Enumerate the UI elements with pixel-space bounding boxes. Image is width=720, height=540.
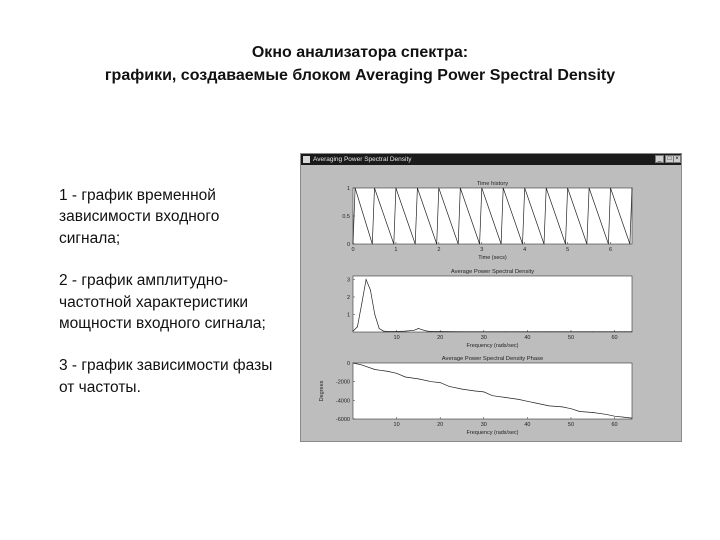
plot-point	[632, 188, 633, 189]
plot-xtick-label: 20	[437, 335, 444, 341]
plot-point	[361, 304, 362, 305]
plot-xlabel-1: Time (secs)	[478, 255, 507, 261]
plot-point	[562, 407, 563, 408]
plot-title-1: Time history	[476, 181, 509, 187]
plot-point	[370, 290, 371, 291]
spectrum-analyzer-window	[300, 153, 682, 442]
plot-point	[462, 389, 463, 390]
window-titlebar[interactable]	[301, 154, 681, 165]
plot-point	[374, 188, 375, 189]
plot-point	[475, 391, 476, 392]
app-icon	[303, 156, 310, 163]
plot-ytick-label: -2000	[335, 379, 350, 386]
plot-point	[483, 392, 484, 393]
plot-point	[379, 328, 380, 329]
plot-ytick-label: 1	[346, 312, 350, 319]
plot-point	[366, 279, 367, 280]
plot-point	[571, 408, 572, 409]
plot-point	[427, 331, 428, 332]
close-button[interactable]: ×	[673, 155, 681, 163]
slide-title-line2: графики, создаваемые блоком Averaging Power Spectral Density	[104, 67, 616, 84]
plot-ytick-label: -6000	[335, 417, 350, 423]
description-item-1: 1 - график временной зависимости входного сигнала;	[59, 187, 220, 247]
plot-xtick-label: 60	[611, 335, 618, 341]
plot-point	[630, 244, 631, 245]
plot-point	[605, 414, 606, 415]
plot-point	[610, 188, 611, 189]
plot-point	[549, 406, 550, 407]
plot-point	[353, 244, 354, 245]
plot-point	[414, 330, 415, 331]
plot-point	[396, 373, 397, 374]
plot-xtick-label: 50	[567, 422, 575, 428]
plot-point	[587, 244, 588, 245]
plot-point	[565, 244, 566, 245]
window-title: Averaging Power Spectral Density	[313, 156, 412, 163]
plot-xtick-label: 0	[351, 247, 355, 253]
plot-point	[567, 188, 568, 189]
plot-point	[505, 397, 506, 398]
plot-point	[549, 331, 550, 332]
description-item-3: 3 - график зависимости фазы от частоты.	[59, 357, 273, 396]
plot-point	[396, 188, 397, 189]
plot-ytick-label: 2	[346, 295, 350, 301]
plot-point	[632, 418, 633, 419]
plot-point	[415, 244, 416, 245]
plot-point	[522, 244, 523, 245]
plot-point	[440, 382, 441, 383]
plot-point	[449, 386, 450, 387]
plot-point	[579, 411, 580, 412]
plot-point	[440, 331, 441, 332]
plot-ylabel-3: Degrees	[319, 380, 325, 402]
plot-point	[527, 331, 528, 332]
maximize-button[interactable]: □	[665, 155, 674, 163]
plot-point	[357, 326, 358, 327]
plot-xtick-label: 40	[524, 422, 531, 428]
plot-point	[405, 377, 406, 378]
plot-point	[592, 331, 593, 332]
plot-ytick-label: 0	[346, 242, 350, 248]
plot-xtick-label: 5	[566, 247, 570, 253]
plot-point	[388, 371, 389, 372]
plot-point	[396, 331, 397, 332]
plot-point	[503, 188, 504, 189]
plot-point	[388, 331, 389, 332]
plot-xtick-label: 30	[480, 422, 487, 428]
plot-point	[632, 331, 633, 332]
plot-point	[524, 188, 525, 189]
plot-ytick-label: 3	[346, 277, 350, 284]
plot-xtick-label: 2	[437, 247, 441, 253]
plot-point	[355, 188, 356, 189]
plot-point	[417, 188, 418, 189]
plot-point	[418, 328, 419, 329]
plot-ytick-label: 0	[346, 361, 350, 367]
plot-point	[372, 244, 373, 245]
plot-ytick-label: 1	[346, 186, 350, 192]
plot-point	[589, 188, 590, 189]
plot-point	[431, 381, 432, 382]
plot-axes-2	[353, 276, 632, 332]
plot-point	[462, 331, 463, 332]
plot-xtick-label: 20	[437, 422, 444, 428]
plot-point	[518, 399, 519, 400]
plot-axes-3	[353, 363, 632, 419]
plot-point	[418, 379, 419, 380]
plot-point	[614, 416, 615, 417]
plot-point	[536, 403, 537, 404]
plot-point	[458, 244, 459, 245]
plot-xtick-label: 3	[480, 247, 484, 253]
plot-point	[422, 330, 423, 331]
description-item-2: 2 - график амплитудно-частотной характеристики мощности входного сигнала;	[59, 272, 266, 333]
plot-xtick-label: 1	[394, 247, 398, 253]
plot-point	[460, 188, 461, 189]
plot-xtick-label: 50	[567, 335, 575, 341]
plot-point	[492, 395, 493, 396]
plot-point	[481, 188, 482, 189]
plots-area	[301, 166, 681, 442]
plot-point	[623, 417, 624, 418]
plot-point	[374, 314, 375, 315]
plot-point	[614, 331, 615, 332]
plot-point	[546, 188, 547, 189]
plot-point	[544, 244, 545, 245]
plot-xtick-label: 10	[393, 335, 400, 341]
plot-xlabel-3: Frequency (rads/sec)	[466, 430, 519, 436]
plot-point	[527, 401, 528, 402]
plot-xtick-label: 4	[523, 247, 527, 253]
plot-point	[479, 244, 480, 245]
slide-title	[40, 41, 680, 87]
plot-xtick-label: 10	[393, 422, 400, 428]
plot-point	[361, 365, 362, 366]
plot-xtick-label: 40	[524, 335, 531, 341]
plot-point	[571, 331, 572, 332]
plot-point	[405, 331, 406, 332]
plot-title-2: Average Power Spectral Density	[450, 269, 535, 275]
plot-xtick-label: 30	[480, 335, 487, 341]
description-list	[59, 185, 274, 419]
plot-point	[483, 331, 484, 332]
plot-point	[431, 331, 432, 332]
plot-point	[438, 188, 439, 189]
plot-point	[505, 331, 506, 332]
plot-title-3: Average Power Spectral Density Phase	[441, 356, 544, 362]
plot-ytick-label: -4000	[335, 398, 350, 405]
plot-ytick-label: 0.5	[342, 214, 350, 220]
plot-point	[353, 331, 354, 332]
plot-xlabel-2: Frequency (rads/sec)	[466, 343, 519, 349]
plot-point	[383, 331, 384, 332]
plot-point	[393, 244, 394, 245]
plot-point	[436, 244, 437, 245]
slide-title-line1: Окно анализатора спектра:	[251, 44, 469, 61]
plot-xtick-label: 60	[611, 422, 618, 428]
plot-point	[592, 412, 593, 413]
minimize-button[interactable]: _	[655, 155, 664, 163]
plot-xtick-label: 6	[609, 247, 613, 253]
plot-point	[353, 363, 354, 364]
plot-point	[374, 369, 375, 370]
plot-point	[608, 244, 609, 245]
plot-point	[501, 244, 502, 245]
